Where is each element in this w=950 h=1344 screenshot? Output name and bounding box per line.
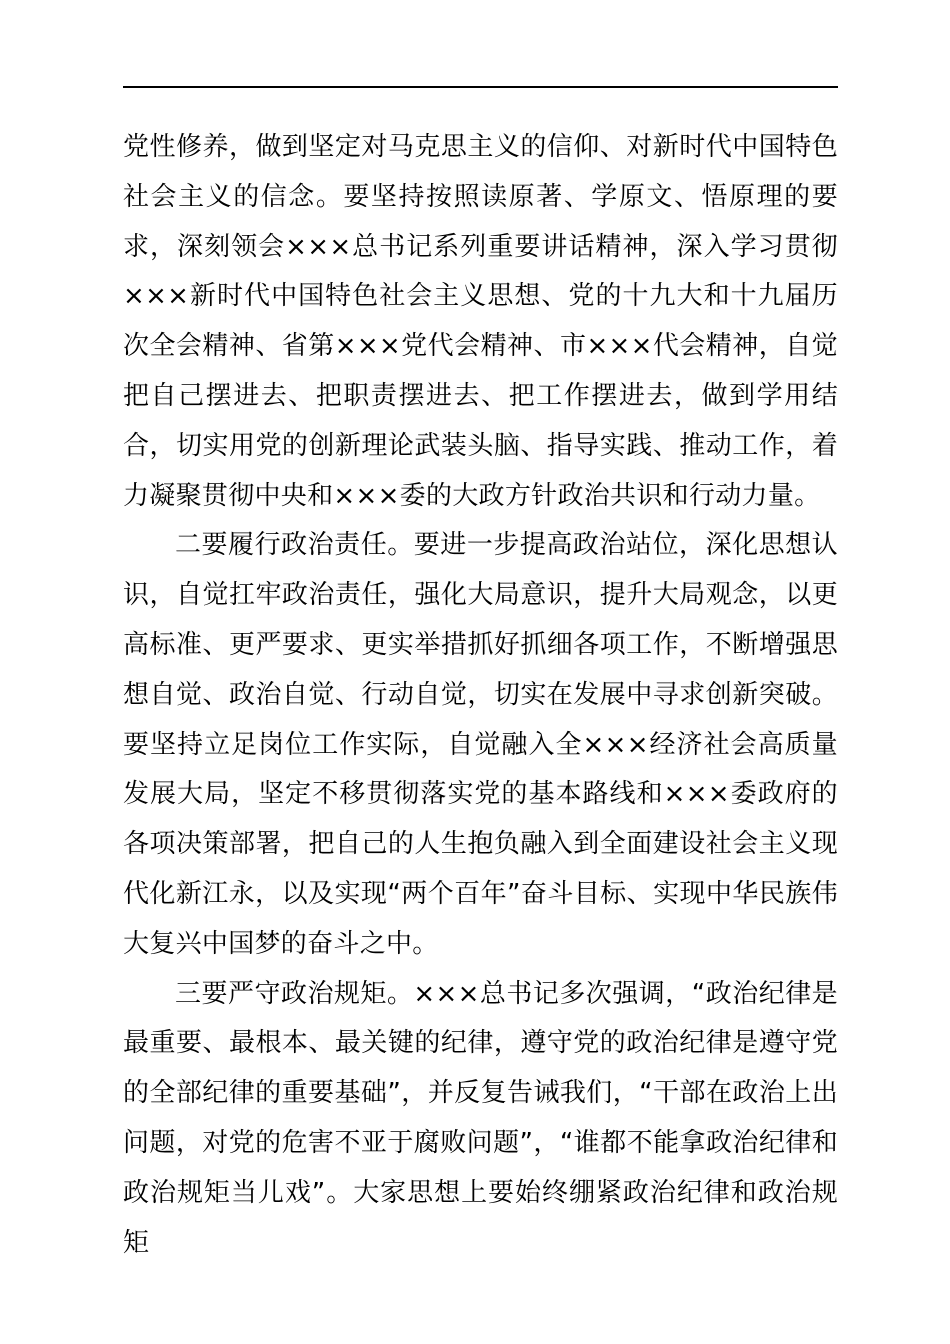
paragraph-3: 三要严守政治规矩。×××总书记多次强调，“政治纪律是最重要、最根本、最关键的纪律，遵守党的政治纪律是遵守党的全部纪律的重要基础”，并反复告诫我们，“干部在政治上出问题，对党的危害不亚于腐败问题”，“谁都不能拿政治纪律和政治规矩当儿戏”。大家思想上要始终绷紧政治纪律和政治规矩 [123, 978, 838, 1258]
header-rule [123, 86, 838, 88]
paragraph-1: 党性修养，做到坚定对马克思主义的信仰、对新时代中国特色社会主义的信念。要坚持按照读原著、学原文、悟原理的要求，深刻领会×××总书记系列重要讲话精神，深入学习贯彻×××新时代中国特色社会主义思想、党的十九大和十九届历次全会精神、省第×××党代会精神、市×××代会精神，自觉把自己摆进去、把职责摆进去、把工作摆进去，做到学用结合，切实用党的创新理论武装头脑、指导实践、推动工作，着力凝聚贯彻中央和×××委的大政方针政治共识和行动力量。 [123, 132, 838, 511]
body-text [123, 123, 838, 1268]
paragraph-2: 二要履行政治责任。要进一步提高政治站位，深化思想认识，自觉扛牢政治责任，强化大局意识，提升大局观念，以更高标准、更严要求、更实举措抓好抓细各项工作，不断增强思想自觉、政治自觉、行动自觉，切实在发展中寻求创新突破。要坚持立足岗位工作实际，自觉融入全×××经济社会高质量发展大局，坚定不移贯彻落实党的基本路线和×××委政府的各项决策部署，把自己的人生抱负融入到全面建设社会主义现代化新江永，以及实现“两个百年”奋斗目标、实现中华民族伟大复兴中国梦的奋斗之中。 [123, 530, 838, 959]
